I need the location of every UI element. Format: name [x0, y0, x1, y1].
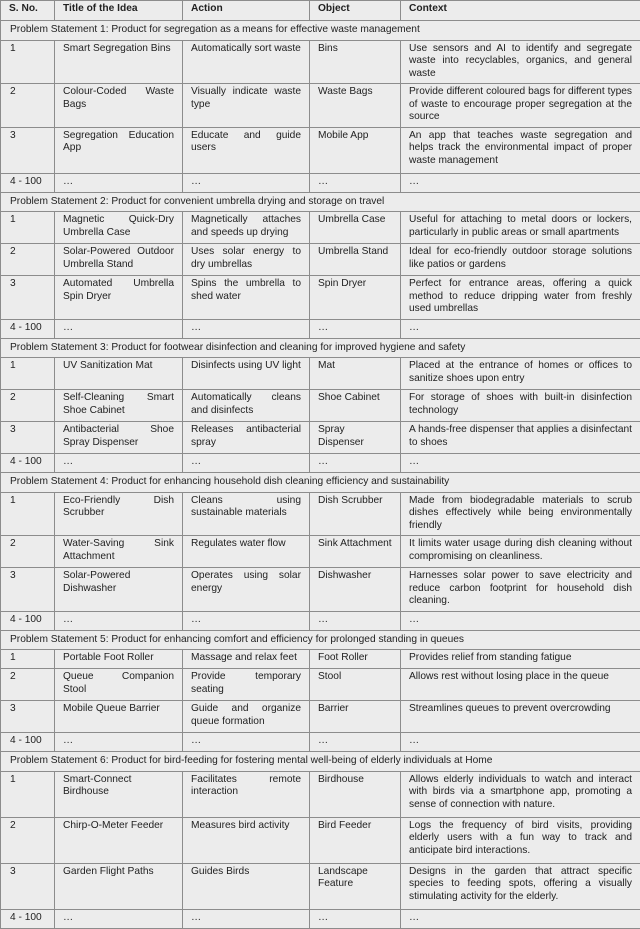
- cell-action: Facilitates remote interaction: [183, 771, 310, 817]
- cell-title: …: [55, 611, 183, 630]
- problem-statement: Problem Statement 1: Product for segregation as a means for effective waste management: [1, 21, 640, 41]
- cell-context: Harnesses solar power to save electricity and reduce carbon footprint for household dish cleaning.: [401, 568, 640, 612]
- cell-sno: 1: [1, 771, 55, 817]
- cell-action: …: [183, 909, 310, 928]
- table-row: [1, 536, 640, 568]
- cell-title: UV Sanitization Mat: [55, 358, 183, 390]
- cell-context: Provides relief from standing fatigue: [401, 650, 640, 669]
- cell-sno: 2: [1, 84, 55, 128]
- problem-statement-row: [1, 752, 640, 772]
- cell-context: …: [401, 733, 640, 752]
- cell-action: Visually indicate waste type: [183, 84, 310, 128]
- cell-context: Placed at the entrance of homes or offices to sanitize shoes upon entry: [401, 358, 640, 390]
- cell-action: Cleans using sustainable materials: [183, 492, 310, 536]
- cell-action: Disinfects using UV light: [183, 358, 310, 390]
- table-row: [1, 909, 640, 928]
- table-row: [1, 358, 640, 390]
- table-row: [1, 701, 640, 733]
- cell-object: Spin Dryer: [310, 276, 401, 320]
- problem-statement: Problem Statement 4: Product for enhancing household dish cleaning efficiency and sustainability: [1, 473, 640, 493]
- cell-sno: 2: [1, 244, 55, 276]
- cell-context: Logs the frequency of bird visits, providing elderly users with a fun way to track and anticipate bird interactions.: [401, 817, 640, 863]
- cell-object: Sink Attachment: [310, 536, 401, 568]
- cell-object: Foot Roller: [310, 650, 401, 669]
- cell-sno: 3: [1, 127, 55, 173]
- cell-object: …: [310, 611, 401, 630]
- cell-context: Useful for attaching to metal doors or lockers, particularly in public areas or small apartments: [401, 212, 640, 244]
- problem-statement: Problem Statement 5: Product for enhancing comfort and efficiency for prolonged standing in queues: [1, 630, 640, 650]
- cell-context: For storage of shoes with built-in disinfection technology: [401, 390, 640, 422]
- table-row: [1, 650, 640, 669]
- cell-action: Automatically cleans and disinfects: [183, 390, 310, 422]
- cell-sno: 1: [1, 650, 55, 669]
- cell-title: …: [55, 454, 183, 473]
- table-row: [1, 422, 640, 454]
- problem-statement: Problem Statement 2: Product for convenient umbrella drying and storage on travel: [1, 192, 640, 212]
- cell-title: Colour-Coded Waste Bags: [55, 84, 183, 128]
- cell-context: Allows rest without losing place in the queue: [401, 669, 640, 701]
- cell-object: Bird Feeder: [310, 817, 401, 863]
- cell-title: …: [55, 173, 183, 192]
- cell-sno: 2: [1, 390, 55, 422]
- cell-context: Allows elderly individuals to watch and interact with birds via a smartphone app, promoting a sense of connection with nature.: [401, 771, 640, 817]
- cell-sno: 1: [1, 358, 55, 390]
- cell-context: Ideal for eco-friendly outdoor storage solutions like patios or gardens: [401, 244, 640, 276]
- cell-sno: 3: [1, 863, 55, 909]
- cell-title: Chirp-O-Meter Feeder: [55, 817, 183, 863]
- table-row: [1, 771, 640, 817]
- table-row: [1, 390, 640, 422]
- cell-object: Dishwasher: [310, 568, 401, 612]
- cell-title: Automated Umbrella Spin Dryer: [55, 276, 183, 320]
- table-row: [1, 127, 640, 173]
- cell-context: Made from biodegradable materials to scrub dishes effectively while being environmentally friendly: [401, 492, 640, 536]
- cell-title: Smart Segregation Bins: [55, 40, 183, 84]
- table-row: [1, 817, 640, 863]
- cell-action: Uses solar energy to dry umbrellas: [183, 244, 310, 276]
- cell-sno: 3: [1, 568, 55, 612]
- cell-context: A hands-free dispenser that applies a disinfectant to shoes: [401, 422, 640, 454]
- cell-title: Self-Cleaning Smart Shoe Cabinet: [55, 390, 183, 422]
- cell-title: …: [55, 909, 183, 928]
- cell-object: Mat: [310, 358, 401, 390]
- cell-action: …: [183, 173, 310, 192]
- cell-title: Queue Companion Stool: [55, 669, 183, 701]
- cell-context: It limits water usage during dish cleaning without compromising on cleanliness.: [401, 536, 640, 568]
- cell-action: Automatically sort waste: [183, 40, 310, 84]
- cell-action: …: [183, 319, 310, 338]
- header-sno: S. No.: [1, 1, 55, 21]
- table-row: [1, 492, 640, 536]
- cell-object: Bins: [310, 40, 401, 84]
- cell-object: Shoe Cabinet: [310, 390, 401, 422]
- cell-action: Educate and guide users: [183, 127, 310, 173]
- cell-object: Landscape Feature: [310, 863, 401, 909]
- cell-object: Stool: [310, 669, 401, 701]
- problem-statement-row: [1, 338, 640, 358]
- cell-action: Operates using solar energy: [183, 568, 310, 612]
- cell-title: …: [55, 733, 183, 752]
- cell-title: Solar-Powered Outdoor Umbrella Stand: [55, 244, 183, 276]
- cell-object: …: [310, 319, 401, 338]
- cell-sno: 4 - 100: [1, 454, 55, 473]
- cell-object: Spray Dispenser: [310, 422, 401, 454]
- cell-action: …: [183, 611, 310, 630]
- cell-title: Smart-Connect Birdhouse: [55, 771, 183, 817]
- cell-context: An app that teaches waste segregation and helps track the environmental impact of proper waste management: [401, 127, 640, 173]
- cell-sno: 4 - 100: [1, 173, 55, 192]
- table-row: [1, 84, 640, 128]
- cell-sno: 2: [1, 536, 55, 568]
- cell-sno: 3: [1, 701, 55, 733]
- cell-context: Designs in the garden that attract specific species to feeding spots, offering a visually stimulating activity for the elderly.: [401, 863, 640, 909]
- table-row: [1, 276, 640, 320]
- problem-statement: Problem Statement 6: Product for bird-feeding for fostering mental well-being of elderly individuals at Home: [1, 752, 640, 772]
- header-action: Action: [183, 1, 310, 21]
- cell-sno: 1: [1, 212, 55, 244]
- table-row: [1, 863, 640, 909]
- cell-context: …: [401, 319, 640, 338]
- cell-action: Releases antibacterial spray: [183, 422, 310, 454]
- cell-context: …: [401, 173, 640, 192]
- cell-context: Streamlines queues to prevent overcrowding: [401, 701, 640, 733]
- cell-context: …: [401, 909, 640, 928]
- problem-statement-row: [1, 192, 640, 212]
- problem-statement: Problem Statement 3: Product for footwear disinfection and cleaning for improved hygiene and safety: [1, 338, 640, 358]
- cell-title: Segregation Education App: [55, 127, 183, 173]
- cell-sno: 1: [1, 40, 55, 84]
- table-row: [1, 733, 640, 752]
- cell-title: Portable Foot Roller: [55, 650, 183, 669]
- header-row: [1, 1, 640, 21]
- cell-context: …: [401, 611, 640, 630]
- cell-action: Spins the umbrella to shed water: [183, 276, 310, 320]
- problem-statement-row: [1, 473, 640, 493]
- cell-title: Garden Flight Paths: [55, 863, 183, 909]
- cell-object: Mobile App: [310, 127, 401, 173]
- cell-action: Regulates water flow: [183, 536, 310, 568]
- cell-sno: 4 - 100: [1, 319, 55, 338]
- cell-object: Birdhouse: [310, 771, 401, 817]
- table-row: [1, 611, 640, 630]
- table-row: [1, 319, 640, 338]
- cell-title: Solar-Powered Dishwasher: [55, 568, 183, 612]
- cell-title: …: [55, 319, 183, 338]
- cell-object: Umbrella Stand: [310, 244, 401, 276]
- cell-action: Measures bird activity: [183, 817, 310, 863]
- cell-context: …: [401, 454, 640, 473]
- cell-object: Barrier: [310, 701, 401, 733]
- header-context: Context: [401, 1, 640, 21]
- cell-sno: 3: [1, 422, 55, 454]
- cell-action: …: [183, 454, 310, 473]
- problem-statement-row: [1, 21, 640, 41]
- cell-action: Guide and organize queue formation: [183, 701, 310, 733]
- cell-object: …: [310, 454, 401, 473]
- table-row: [1, 568, 640, 612]
- cell-object: Umbrella Case: [310, 212, 401, 244]
- table-row: [1, 454, 640, 473]
- cell-action: Guides Birds: [183, 863, 310, 909]
- cell-sno: 4 - 100: [1, 909, 55, 928]
- cell-object: …: [310, 733, 401, 752]
- cell-context: Provide different coloured bags for different types of waste to encourage proper segregation at the source: [401, 84, 640, 128]
- cell-action: …: [183, 733, 310, 752]
- cell-title: Mobile Queue Barrier: [55, 701, 183, 733]
- cell-action: Magnetically attaches and speeds up drying: [183, 212, 310, 244]
- cell-object: …: [310, 909, 401, 928]
- cell-title: Water-Saving Sink Attachment: [55, 536, 183, 568]
- cell-object: Waste Bags: [310, 84, 401, 128]
- cell-sno: 1: [1, 492, 55, 536]
- cell-action: Massage and relax feet: [183, 650, 310, 669]
- cell-sno: 2: [1, 817, 55, 863]
- table-row: [1, 212, 640, 244]
- cell-sno: 4 - 100: [1, 733, 55, 752]
- cell-title: Eco-Friendly Dish Scrubber: [55, 492, 183, 536]
- cell-sno: 4 - 100: [1, 611, 55, 630]
- problem-statement-row: [1, 630, 640, 650]
- cell-context: Perfect for entrance areas, offering a quick method to reduce dripping water from freshly used umbrellas: [401, 276, 640, 320]
- cell-title: Antibacterial Shoe Spray Dispenser: [55, 422, 183, 454]
- table-row: [1, 173, 640, 192]
- table-row: [1, 669, 640, 701]
- table-row: [1, 244, 640, 276]
- cell-title: Magnetic Quick-Dry Umbrella Case: [55, 212, 183, 244]
- header-title: Title of the Idea: [55, 1, 183, 21]
- cell-action: Provide temporary seating: [183, 669, 310, 701]
- cell-sno: 2: [1, 669, 55, 701]
- cell-sno: 3: [1, 276, 55, 320]
- header-object: Object: [310, 1, 401, 21]
- cell-object: …: [310, 173, 401, 192]
- table-row: [1, 40, 640, 84]
- cell-context: Use sensors and AI to identify and segregate waste into recyclables, organics, and general waste: [401, 40, 640, 84]
- cell-object: Dish Scrubber: [310, 492, 401, 536]
